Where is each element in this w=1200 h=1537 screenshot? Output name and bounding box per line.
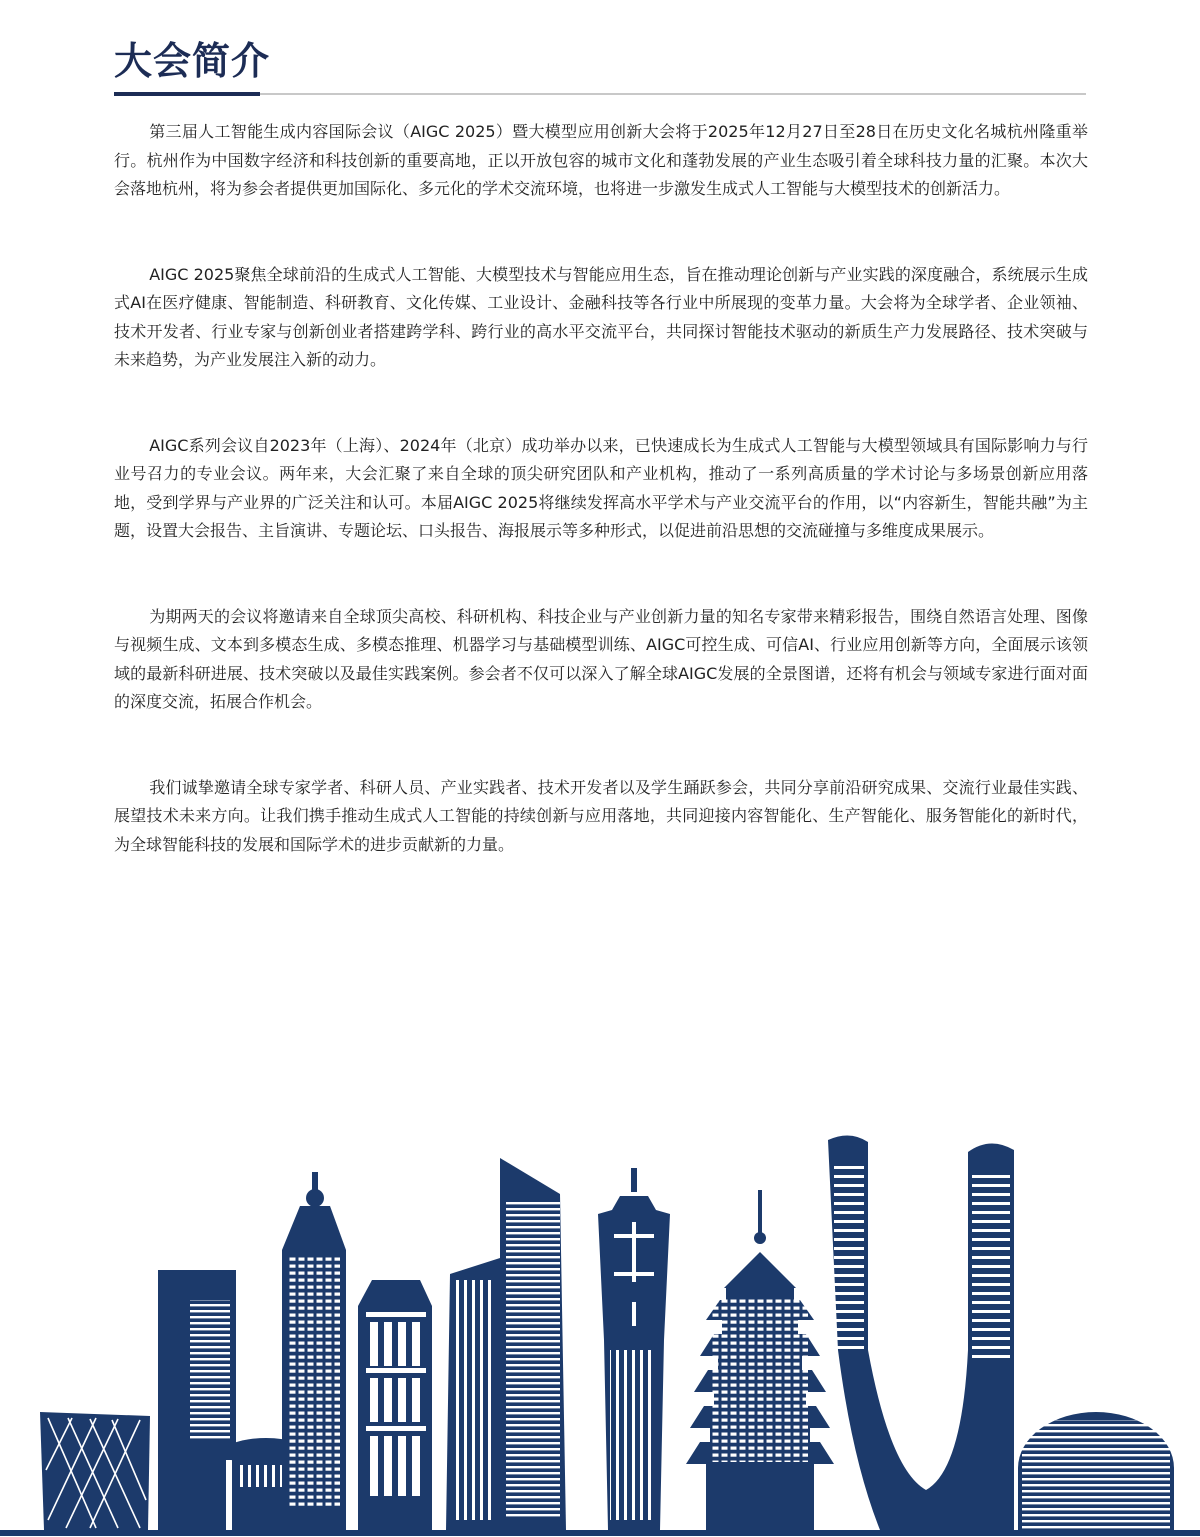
tower-slanted	[500, 1158, 566, 1530]
page-title: 大会简介	[114, 39, 271, 83]
intro-paragraph-5: 我们诚挚邀请全球专家学者、科研人员、产业实践者、技术开发者以及学生踊跃参会，共同分享前沿研究成果、交流行业最佳实践、展望技术未来方向。让我们携手推动生成式人工智能的持续创新与应用落地，共同迎接内容智能化、生产智能化、服务智能化的新时代，为全球智能科技的发展和国际学术的进步贡献新的力量。	[114, 777, 1088, 854]
intro-paragraph-3: AIGC系列会议自2023年（上海）、2024年（北京）成功举办以来，已快速成长为生成式人工智能与大模型领域具有国际影响力与行业号召力的专业会议。两年来，大会汇聚了来自全球的顶尖研究团队和产业机构，推动了一系列高质量的学术讨论与多场景创新应用落地，受到学界与产业界的广泛关注和认可。本届AIGC 2025将继续发挥高水平学术与产业交流平台的作用，以“内容新生，智能共融”为主题，设置大会报告、主旨演讲、专题论坛、口头报告、海报展示等多种形式，以促进前沿思想的交流碰撞与多维度成果展示。	[114, 435, 1088, 540]
city-skyline-illustration	[0, 1130, 1200, 1537]
title-accent-bar	[114, 92, 260, 96]
tower-grid	[358, 1280, 432, 1530]
pagoda	[686, 1190, 834, 1530]
globe-dome	[1018, 1412, 1174, 1530]
intro-paragraph-1: 第三届人工智能生成内容国际会议（AIGC 2025）暨大模型应用创新大会将于2025年12月27日至28日在历史文化名城杭州隆重举行。杭州作为中国数字经济和科技创新的重要高地，正以开放包容的城市文化和蓬勃发展的产业生态吸引着全球科技力量的汇聚。本次大会落地杭州，将为参会者提供更加国际化、多元化的学术交流环境，也将进一步激发生成式人工智能与大模型技术的创新活力。	[114, 122, 1088, 198]
lattice-stadium	[40, 1412, 150, 1530]
twin-towers	[828, 1135, 1014, 1530]
tower-cross	[598, 1168, 670, 1530]
skyline-buildings	[0, 1135, 1200, 1536]
tower-spire	[282, 1172, 346, 1530]
ground-strip	[0, 1530, 1200, 1536]
intro-paragraph-4: 为期两天的会议将邀请来自全球顶尖高校、科研机构、科技企业与产业创新力量的知名专家带来精彩报告，围绕自然语言处理、图像与视频生成、文本到多模态生成、多模态推理、机器学习与基础模型训练、AIGC可控生成、可信AI、行业应用创新等方向，全面展示该领域的最新科研进展、技术突破以及最佳实践案例。参会者不仅可以深入了解全球AIGC发展的全景图谱，还将有机会与领域专家进行面对面的深度交流，拓展合作机会。	[114, 606, 1088, 711]
tower-striped-left	[158, 1270, 236, 1530]
intro-body	[114, 118, 1088, 916]
tower-vertical-bars	[446, 1258, 500, 1530]
intro-paragraph-2: AIGC 2025聚焦全球前沿的生成式人工智能、大模型技术与智能应用生态，旨在推动理论创新与产业实践的深度融合，系统展示生成式AI在医疗健康、智能制造、科研教育、文化传媒、工业设计、金融科技等各行业中所展现的变革力量。大会将为全球学者、企业领袖、技术开发者、行业专家与创新创业者搭建跨学科、跨行业的高水平交流平台，共同探讨智能技术驱动的新质生产力发展路径、技术突破与未来趋势，为产业发展注入新的动力。	[114, 264, 1088, 369]
